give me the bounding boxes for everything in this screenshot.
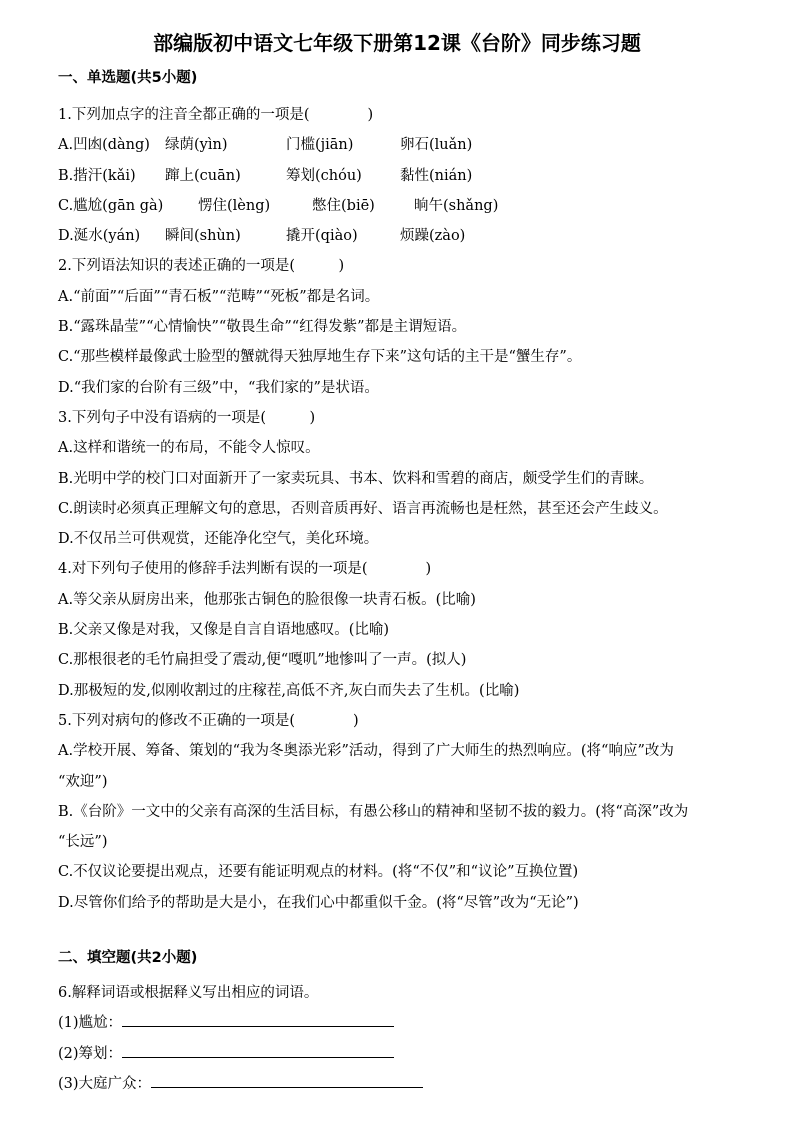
question-5-option-a-continued: “欢迎”) xyxy=(58,773,108,790)
question-6-item-3 xyxy=(58,1069,768,1099)
question-5-option-c: C.不仅议论要提出观点，还要有能证明观点的材料。(将“不仅”和“议论”互换位置) xyxy=(58,864,579,881)
question-2-stem: 2.下列语法知识的表述正确的一项是( ) xyxy=(58,258,345,275)
question-1-stem: 1.下列加点字的注音全都正确的一项是( ) xyxy=(58,107,374,123)
section-heading-fill-in: 二、填空题(共2小题) xyxy=(58,950,198,966)
question-3-option-d: D.不仅吊兰可供观赏，还能净化空气，美化环境。 xyxy=(58,531,379,548)
question-1-option-c xyxy=(58,191,768,221)
option-item: D.涎水(yán) xyxy=(58,228,141,245)
option-item: 筹划(chóu) xyxy=(286,167,362,184)
question-3-option-b: B.光明中学的校门口对面新开了一家卖玩具、书本、饮料和雪碧的商店，颇受学生们的青睐。 xyxy=(58,470,654,487)
question-3-option-c: C.朗读时必须真正理解文句的意思，否则音质再好、语言再流畅也是枉然，甚至还会产生歧义。 xyxy=(58,500,668,517)
option-item: 门槛(jiān) xyxy=(286,137,354,154)
option-item: 愣住(lèng) xyxy=(198,197,271,214)
option-item: 蹿上(cuān) xyxy=(165,167,241,184)
question-4-option-b: B.父亲又像是对我，又像是自言自语地感叹。(比喻) xyxy=(58,622,390,639)
question-6-item-2 xyxy=(58,1039,768,1069)
question-5-option-a: A.学校开展、筹备、策划的“我为冬奥添光彩”活动，得到了广大师生的热烈响应。(将“响应”改为 xyxy=(58,743,674,760)
item-label: (1)尴尬： xyxy=(58,1015,123,1032)
option-item: 卵石(luǎn) xyxy=(400,137,473,154)
page-title: 部编版初中语文七年级下册第12课《台阶》同步练习题 xyxy=(153,31,641,55)
question-5-stem: 5.下列对病句的修改不正确的一项是( ) xyxy=(58,712,359,729)
section-heading-single-choice: 一、单选题(共5小题) xyxy=(58,70,198,86)
question-6-stem: 6.解释词语或根据释义写出相应的词语。 xyxy=(58,985,319,1001)
question-4-option-d: D.那极短的发,似刚收割过的庄稼茬,高低不齐,灰白而失去了生机。(比喻) xyxy=(58,682,520,699)
question-4-stem: 4.对下列句子使用的修辞手法判断有误的一项是( ) xyxy=(58,561,432,578)
option-item: A.凹凼(dàng) xyxy=(58,137,150,154)
option-item: 黏性(nián) xyxy=(400,167,473,184)
option-item: 绿荫(yìn) xyxy=(165,137,228,154)
question-5-option-b: B.《台阶》一文中的父亲有高深的生活目标，有愚公移山的精神和坚韧不拔的毅力。(将“高深”改为 xyxy=(58,803,689,820)
option-item: 撬开(qiào) xyxy=(286,228,358,245)
answer-blank-2[interactable] xyxy=(122,1041,394,1058)
question-1-option-a xyxy=(58,130,768,160)
question-1-option-b xyxy=(58,161,768,191)
option-item: 瞬间(shùn) xyxy=(165,228,241,245)
option-item: B.揩汗(kǎi) xyxy=(58,167,136,184)
question-5-option-b-continued: “长远”) xyxy=(58,834,108,851)
question-3-stem: 3.下列句子中没有语病的一项是( ) xyxy=(58,409,316,426)
question-2-option-c: C.“那些模样最像武士脸型的蟹就得天独厚地生存下来”这句话的主干是“蟹生存”。 xyxy=(58,349,582,366)
question-2-option-b: B.“露珠晶莹”“心情愉快”“敬畏生命”“红得发紫”都是主谓短语。 xyxy=(58,319,467,336)
item-label: (3)大庭广众： xyxy=(58,1075,152,1092)
answer-blank-3[interactable] xyxy=(151,1071,423,1088)
question-4-option-c: C.那根很老的毛竹扁担受了震动,便“嘎叽”地惨叫了一声。(拟人) xyxy=(58,652,467,669)
fill-in-body xyxy=(58,978,768,1099)
option-item: 晌午(shǎng) xyxy=(414,197,499,214)
option-item: 憋住(biē) xyxy=(312,197,375,214)
answer-blank-1[interactable] xyxy=(122,1010,394,1027)
question-3-option-a: A.这样和谐统一的布局，不能令人惊叹。 xyxy=(58,440,320,457)
option-item: C.尴尬(gān gà) xyxy=(58,197,164,214)
item-label: (2)筹划： xyxy=(58,1045,123,1062)
question-6-item-1 xyxy=(58,1008,768,1038)
question-2-option-a: A.“前面”“后面”“青石板”“范畴”“死板”都是名词。 xyxy=(58,288,380,305)
question-2-option-d: D.“我们家的台阶有三级”中，“我们家的”是状语。 xyxy=(58,379,379,396)
question-4-option-a: A.等父亲从厨房出来，他那张古铜色的脸很像一块青石板。(比喻) xyxy=(58,591,476,608)
option-item: 烦躁(zào) xyxy=(400,228,466,245)
question-body xyxy=(58,100,768,918)
question-5-option-d: D.尽管你们给予的帮助是大是小，在我们心中都重似千金。(将“尽管”改为“无论”) xyxy=(58,894,579,911)
question-1-option-d xyxy=(58,221,768,251)
